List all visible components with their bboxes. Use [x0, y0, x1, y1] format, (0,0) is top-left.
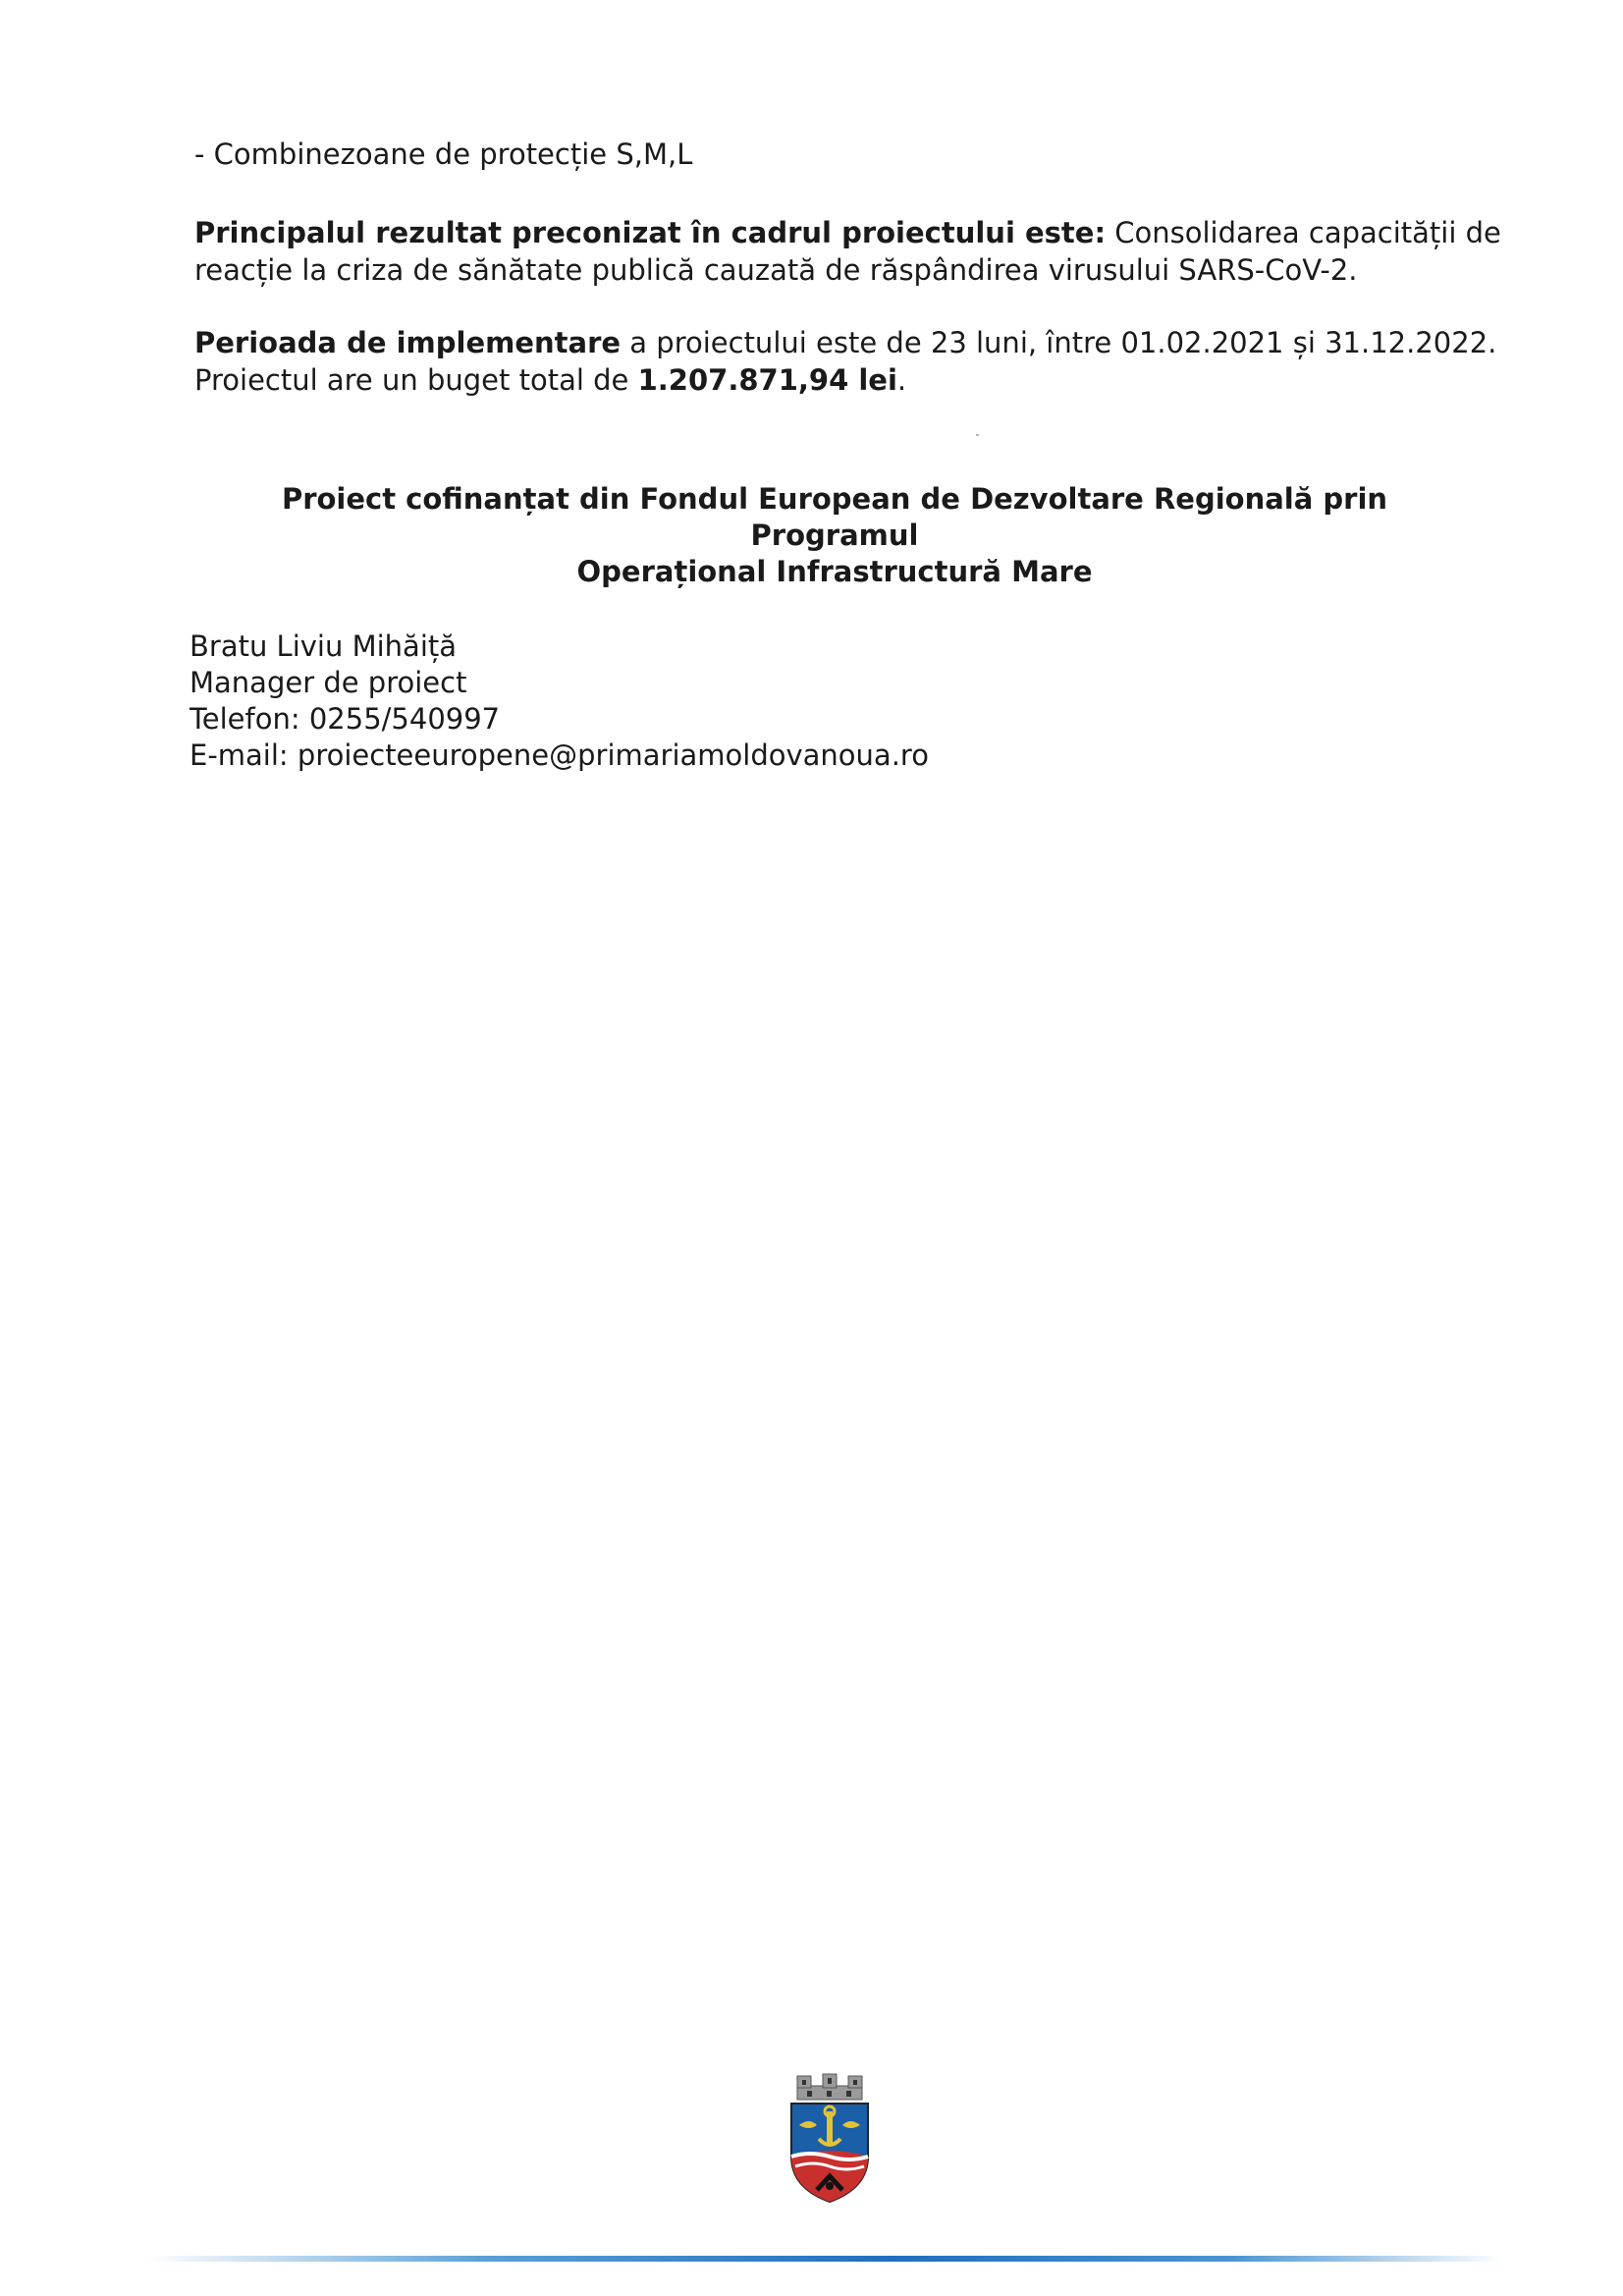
coat-of-arms-icon: [785, 2072, 874, 2206]
result-label: Principalul rezultat preconizat în cadrul proiectului este:: [194, 216, 1107, 249]
period-end: .: [896, 363, 907, 397]
contact-role: Manager de proiect: [189, 666, 467, 699]
bullet-item: - Combinezoane de protecție S,M,L: [194, 137, 693, 171]
scan-speck: [976, 434, 979, 436]
contact-name: Bratu Liviu Mihăiță: [189, 629, 458, 663]
period-label: Perioada de implementare: [194, 326, 622, 359]
cofinancing-line-1: Proiect cofinanțat din Fondul European de Dezvoltare Regională prin Programul: [281, 482, 1388, 552]
contact-email: E-mail: proiecteeuropene@primariamoldovanoua.ro: [189, 738, 929, 772]
footer-line: [147, 2256, 1502, 2262]
cofinancing-statement: [196, 481, 1473, 590]
period-paragraph: [194, 324, 1520, 399]
period-text: a proiectului este de 23 luni, între 01.02.2021 și 31.12.2022. Proiectul are un buget total de: [194, 326, 1497, 397]
contact-phone: Telefon: 0255/540997: [189, 702, 501, 736]
result-paragraph: [194, 214, 1520, 289]
result-text: Consolidarea capacității de reacție la criza de sănătate publică cauzată de răspândirea virusului SARS-CoV-2.: [194, 216, 1501, 287]
cofinancing-line-2: Operațional Infrastructură Mare: [576, 555, 1093, 588]
contact-block: [189, 629, 929, 774]
budget-amount: 1.207.871,94 lei: [637, 363, 897, 397]
